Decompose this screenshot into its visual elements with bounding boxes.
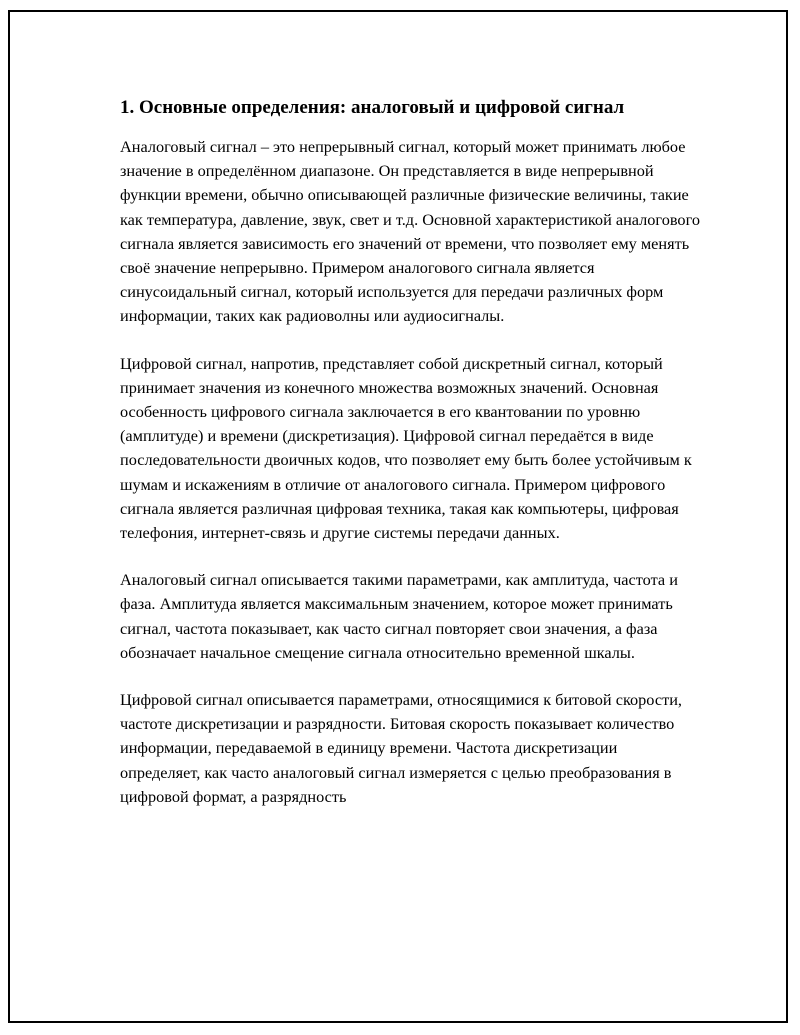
paragraph-digital-parameters: Цифровой сигнал описывается параметрами, относящимися к битовой скорости, частоте дискретизации и разрядности. Битовая скорость показывает количество информации, передаваемой в единицу времени. Частота дискретизации определяет, как часто аналоговый сигнал измеряется с целью преобразования в цифровой формат, а разрядность xyxy=(120,690,682,806)
section-heading: 1. Основные определения: аналоговый и цифровой сигнал xyxy=(120,97,625,118)
paragraph-analog-parameters: Аналоговый сигнал описывается такими параметрами, как амплитуда, частота и фаза. Амплитуда является максимальным значением, которое может принимать сигнал, частота показывает, как часто сигнал повторяет свои значения, а фаза обозначает начальное смещение сигнала относительно временной шкалы. xyxy=(120,570,678,662)
document-page xyxy=(8,10,788,1023)
paragraph-digital-definition: Цифровой сигнал, напротив, представляет собой дискретный сигнал, который принимает значения из конечного множества возможных значений. Основная особенность цифрового сигнала заключается в его квантовании по уровню (амплитуде) и времени (дискретизация). Цифровой сигнал передаётся в виде последовательности двоичных кодов, что позволяет ему быть более устойчивым к шумам и искажениям в отличие от аналогового сигнала. Примером цифрового сигнала является различная цифровая техника, такая как компьютеры, цифровая телефония, интернет-связь и другие системы передачи данных. xyxy=(120,353,692,543)
document-body xyxy=(120,96,700,809)
paragraph-analog-definition: Аналоговый сигнал – это непрерывный сигнал, который может принимать любое значение в определённом диапазоне. Он представляется в виде непрерывной функции времени, обычно описывающей различные физические величины, такие как температура, давление, звук, свет и т.д. Основной характеристикой аналогового сигнала является зависимость его значений от времени, что позволяет ему менять своё значение непрерывно. Примером аналогового сигнала является синусоидальный сигнал, который используется для передачи различных форм информации, таких как радиоволны или аудиосигналы. xyxy=(120,137,700,326)
